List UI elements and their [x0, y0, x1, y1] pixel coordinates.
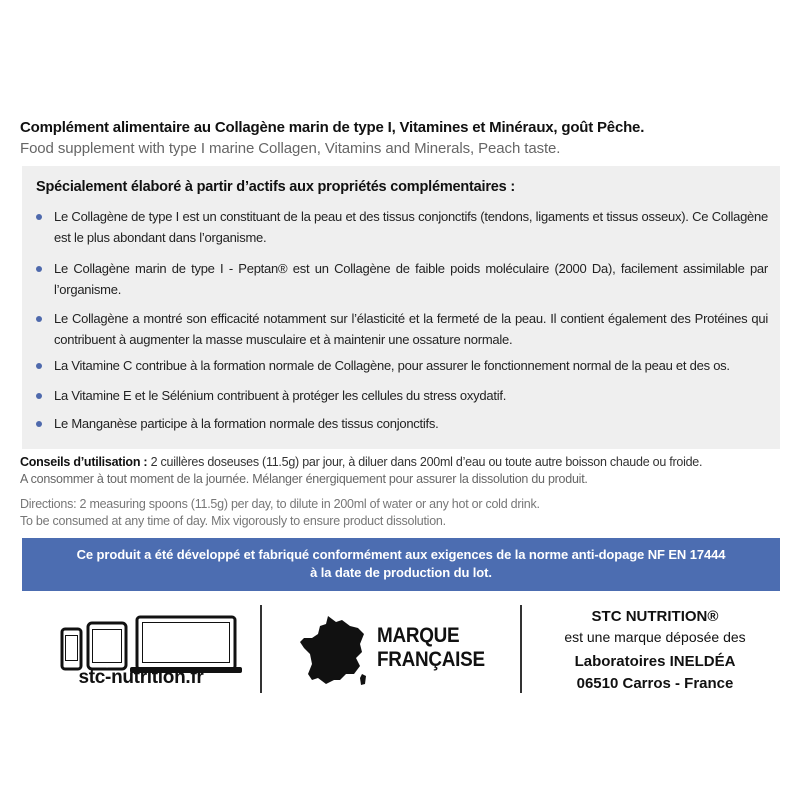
- benefit-text: La Vitamine C contribue à la formation normale de Collagène, pour assurer le fonctionnement normal de la peau et des os.: [54, 358, 730, 373]
- french-brand-label: [377, 624, 485, 672]
- brand-trademark-note: est une marque déposée des: [564, 629, 746, 645]
- directions-text-2: To be consumed at any time of day. Mix vigorously to ensure product dissolution.: [20, 514, 446, 528]
- benefit-text: Le Collagène marin de type I - Peptan® est un Collagène de faible poids moléculaire (2000 Da), facilement assimilable par l’organisme.: [54, 261, 768, 297]
- usage-label: Conseils d’utilisation :: [20, 455, 148, 469]
- website-link[interactable]: stc-nutrition.fr: [78, 667, 204, 688]
- benefit-text: La Vitamine E et le Sélénium contribuent à protéger les cellules du stress oxydatif.: [54, 388, 507, 403]
- usage-instructions-en: [20, 496, 780, 530]
- benefit-item: [36, 308, 768, 350]
- bullet-icon: [36, 363, 42, 369]
- directions-text: 2 measuring spoons (11.5g) per day, to dilute in 200ml of water or any hot or cold drink.: [76, 497, 540, 511]
- divider: [260, 605, 262, 693]
- benefit-item: [36, 206, 768, 248]
- banner-line-1: Ce produit a été développé et fabriqué conformément aux exigences de la norme anti-dopage NF EN 17444: [76, 547, 726, 562]
- brand-info: [535, 607, 775, 695]
- usage-text-2: A consommer à tout moment de la journée. Mélanger énergiquement pour assurer la dissolution du produit.: [20, 472, 588, 486]
- benefit-text: Le Collagène a montré son efficacité notamment sur l’élasticité et la fermeté de la peau. Il contient également des Protéines qui contribuent à augmenter la masse musculaire et à maintenir une ossature normale.: [54, 311, 768, 347]
- benefit-item: [36, 413, 768, 434]
- product-title-fr: Complément alimentaire au Collagène marin de type I, Vitamines et Minéraux, goût Pêche.: [20, 119, 645, 136]
- benefit-text: Le Collagène de type I est un constituant de la peau et des tissus conjonctifs (tendons, ligaments et tissus osseux). Ce Collagène est le plus abondant dans l’organisme.: [54, 209, 768, 245]
- company-address: 06510 Carros - France: [576, 675, 734, 692]
- benefit-item: [36, 258, 768, 300]
- marque-line-1: MARQUE: [377, 624, 460, 647]
- bullet-icon: [36, 393, 42, 399]
- bullet-icon: [36, 266, 42, 272]
- product-title-en: Food supplement with type I marine Collagen, Vitamins and Minerals, Peach taste.: [20, 140, 561, 157]
- bullet-icon: [36, 214, 42, 220]
- benefits-heading: Spécialement élaboré à partir d’actifs aux propriétés complémentaires :: [36, 179, 515, 195]
- brand-name: STC NUTRITION®: [591, 608, 719, 625]
- banner-line-2: à la date de production du lot.: [310, 565, 492, 580]
- benefit-item: [36, 355, 768, 376]
- company-name: Laboratoires INELDÉA: [574, 653, 736, 670]
- bullet-icon: [36, 421, 42, 427]
- divider: [520, 605, 522, 693]
- benefit-item: [36, 385, 768, 406]
- anti-doping-banner: [22, 538, 780, 591]
- devices-icon: [60, 615, 250, 675]
- usage-instructions-fr: [20, 454, 780, 488]
- benefits-panel: [22, 166, 780, 449]
- france-map-icon: [298, 614, 370, 688]
- usage-text: 2 cuillères doseuses (11.5g) par jour, à diluer dans 200ml d’eau ou toute autre boisson chaude ou froide.: [147, 455, 703, 469]
- directions-label: Directions:: [20, 497, 77, 511]
- marque-line-2: FRANÇAISE: [377, 648, 485, 671]
- bullet-icon: [36, 316, 42, 322]
- benefit-text: Le Manganèse participe à la formation normale des tissus conjonctifs.: [54, 416, 439, 431]
